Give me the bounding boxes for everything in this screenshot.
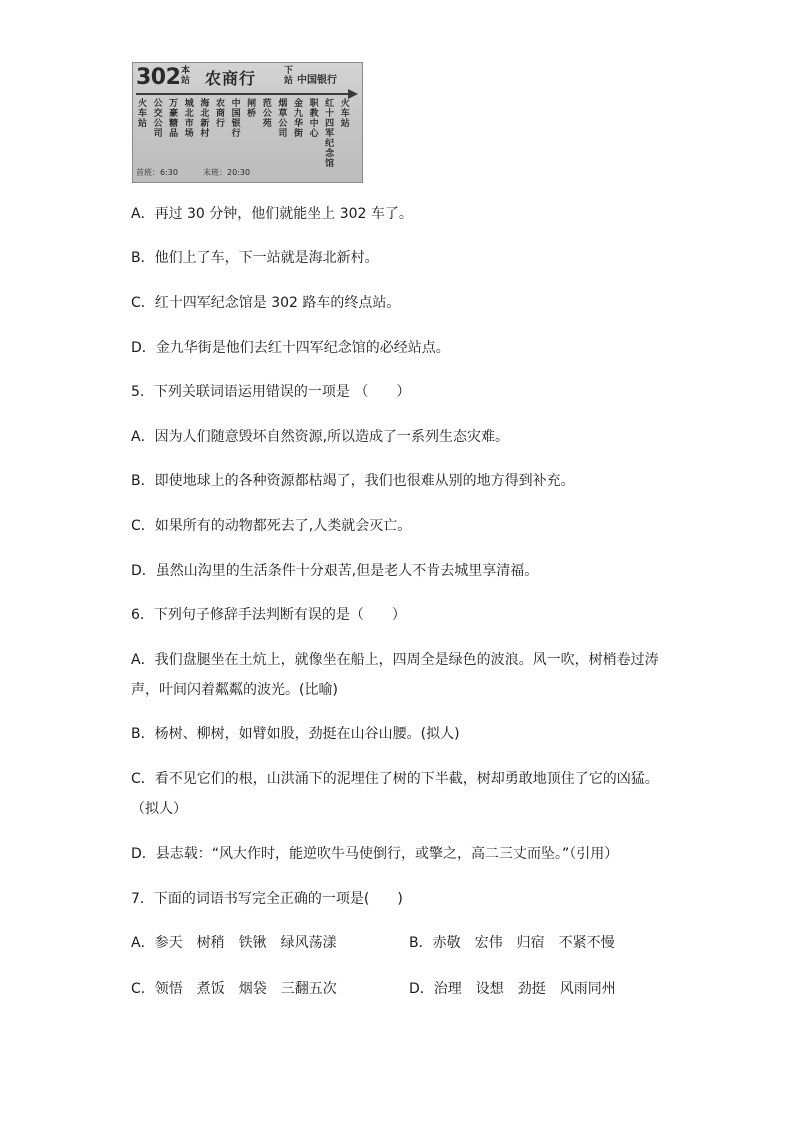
last-bus-time: 末班：20:30 [203,168,251,177]
q6-option-c-line1: C．看不见它们的根，山洪涌下的泥埋住了树的下半截，树却勇敢地顶住了它的凶猛。 [131,771,659,787]
q5-stem: 5．下列关联词语运用错误的一项是 （ ） [131,384,411,400]
route-number: 302 [136,65,181,90]
this-stop-label: 本站 [181,66,191,86]
station-name: 万豪糖品 [169,99,179,139]
station-name: 海北新村 [200,99,210,139]
station-name: 范公苑 [262,99,272,129]
q4-option-d: D．金九华街是他们去红十四军纪念馆的必经站点。 [131,340,450,356]
station-name: 职教中心 [309,99,319,139]
arrow-right-icon [348,89,358,99]
q7-stem: 7．下面的词语书写完全正确的一项是( ) [131,891,403,907]
station-name: 闸桥 [247,99,257,119]
station-name: 金九华街 [293,99,303,139]
station-name: 火车站 [340,99,350,129]
station-name: 中国银行 [231,99,241,139]
q6-option-b: B．杨树、柳树，如臂如股，劲挺在山谷山腰。(拟人) [131,726,460,742]
q6-option-c-line2: （拟人） [131,801,187,817]
next-stop-name: 中国银行 [297,75,337,86]
q6-option-a-line1: A．我们盘腿坐在土炕上，就像坐在船上，四周全是绿色的波浪。风一吹，树梢卷过涛 [131,652,659,668]
q5-option-a: A．因为人们随意毁坏自然资源,所以造成了一系列生态灾难。 [131,429,510,445]
this-stop-name: 农商行 [205,69,257,88]
q5-option-d: D．虽然山沟里的生活条件十分艰苦,但是老人不肯去城里享清福。 [131,563,539,579]
q5-option-c: C．如果所有的动物都死去了,人类就会灭亡。 [131,518,412,534]
q7-option-d: D．治理 设想 劲挺 风雨同州 [409,981,616,997]
q6-stem: 6．下列句子修辞手法判断有误的是（ ） [131,607,406,623]
q6-option-d: D．县志载：“风大作时，能逆吹牛马使倒行，或擎之，高二三丈而坠。”（引用） [131,846,619,862]
first-bus-time: 首班：6:30 [136,168,178,177]
station-name: 城北市场 [184,99,194,139]
station-name: 火车站 [137,99,147,129]
q6-option-a-line2: 声，叶间闪着粼粼的波光。(比喻) [131,682,338,698]
q4-option-a: A．再过 30 分钟，他们就能坐上 302 车了。 [131,206,413,222]
next-stop-label: 下站 [284,66,294,86]
bus-stop-sign-image [132,62,363,183]
station-name: 红十四军纪念馆 [325,99,335,169]
q7-option-b: B．赤敬 宏伟 归宿 不紧不慢 [409,935,615,951]
station-name: 农商行 [215,99,225,129]
station-name: 烟草公司 [278,99,288,139]
route-direction-arrow [136,93,350,95]
q7-option-c: C．领悟 煮饭 烟袋 三翻五次 [131,981,337,997]
q5-option-b: B．即使地球上的各种资源都枯竭了，我们也很难从别的地方得到补充。 [131,473,575,489]
q7-option-a: A．参天 树稍 铁锹 绿风荡漾 [131,935,337,951]
station-name: 公交公司 [153,99,163,139]
q4-option-c: C．红十四军纪念馆是 302 路车的终点站。 [131,295,401,311]
q4-option-b: B．他们上了车，下一站就是海北新村。 [131,250,379,266]
